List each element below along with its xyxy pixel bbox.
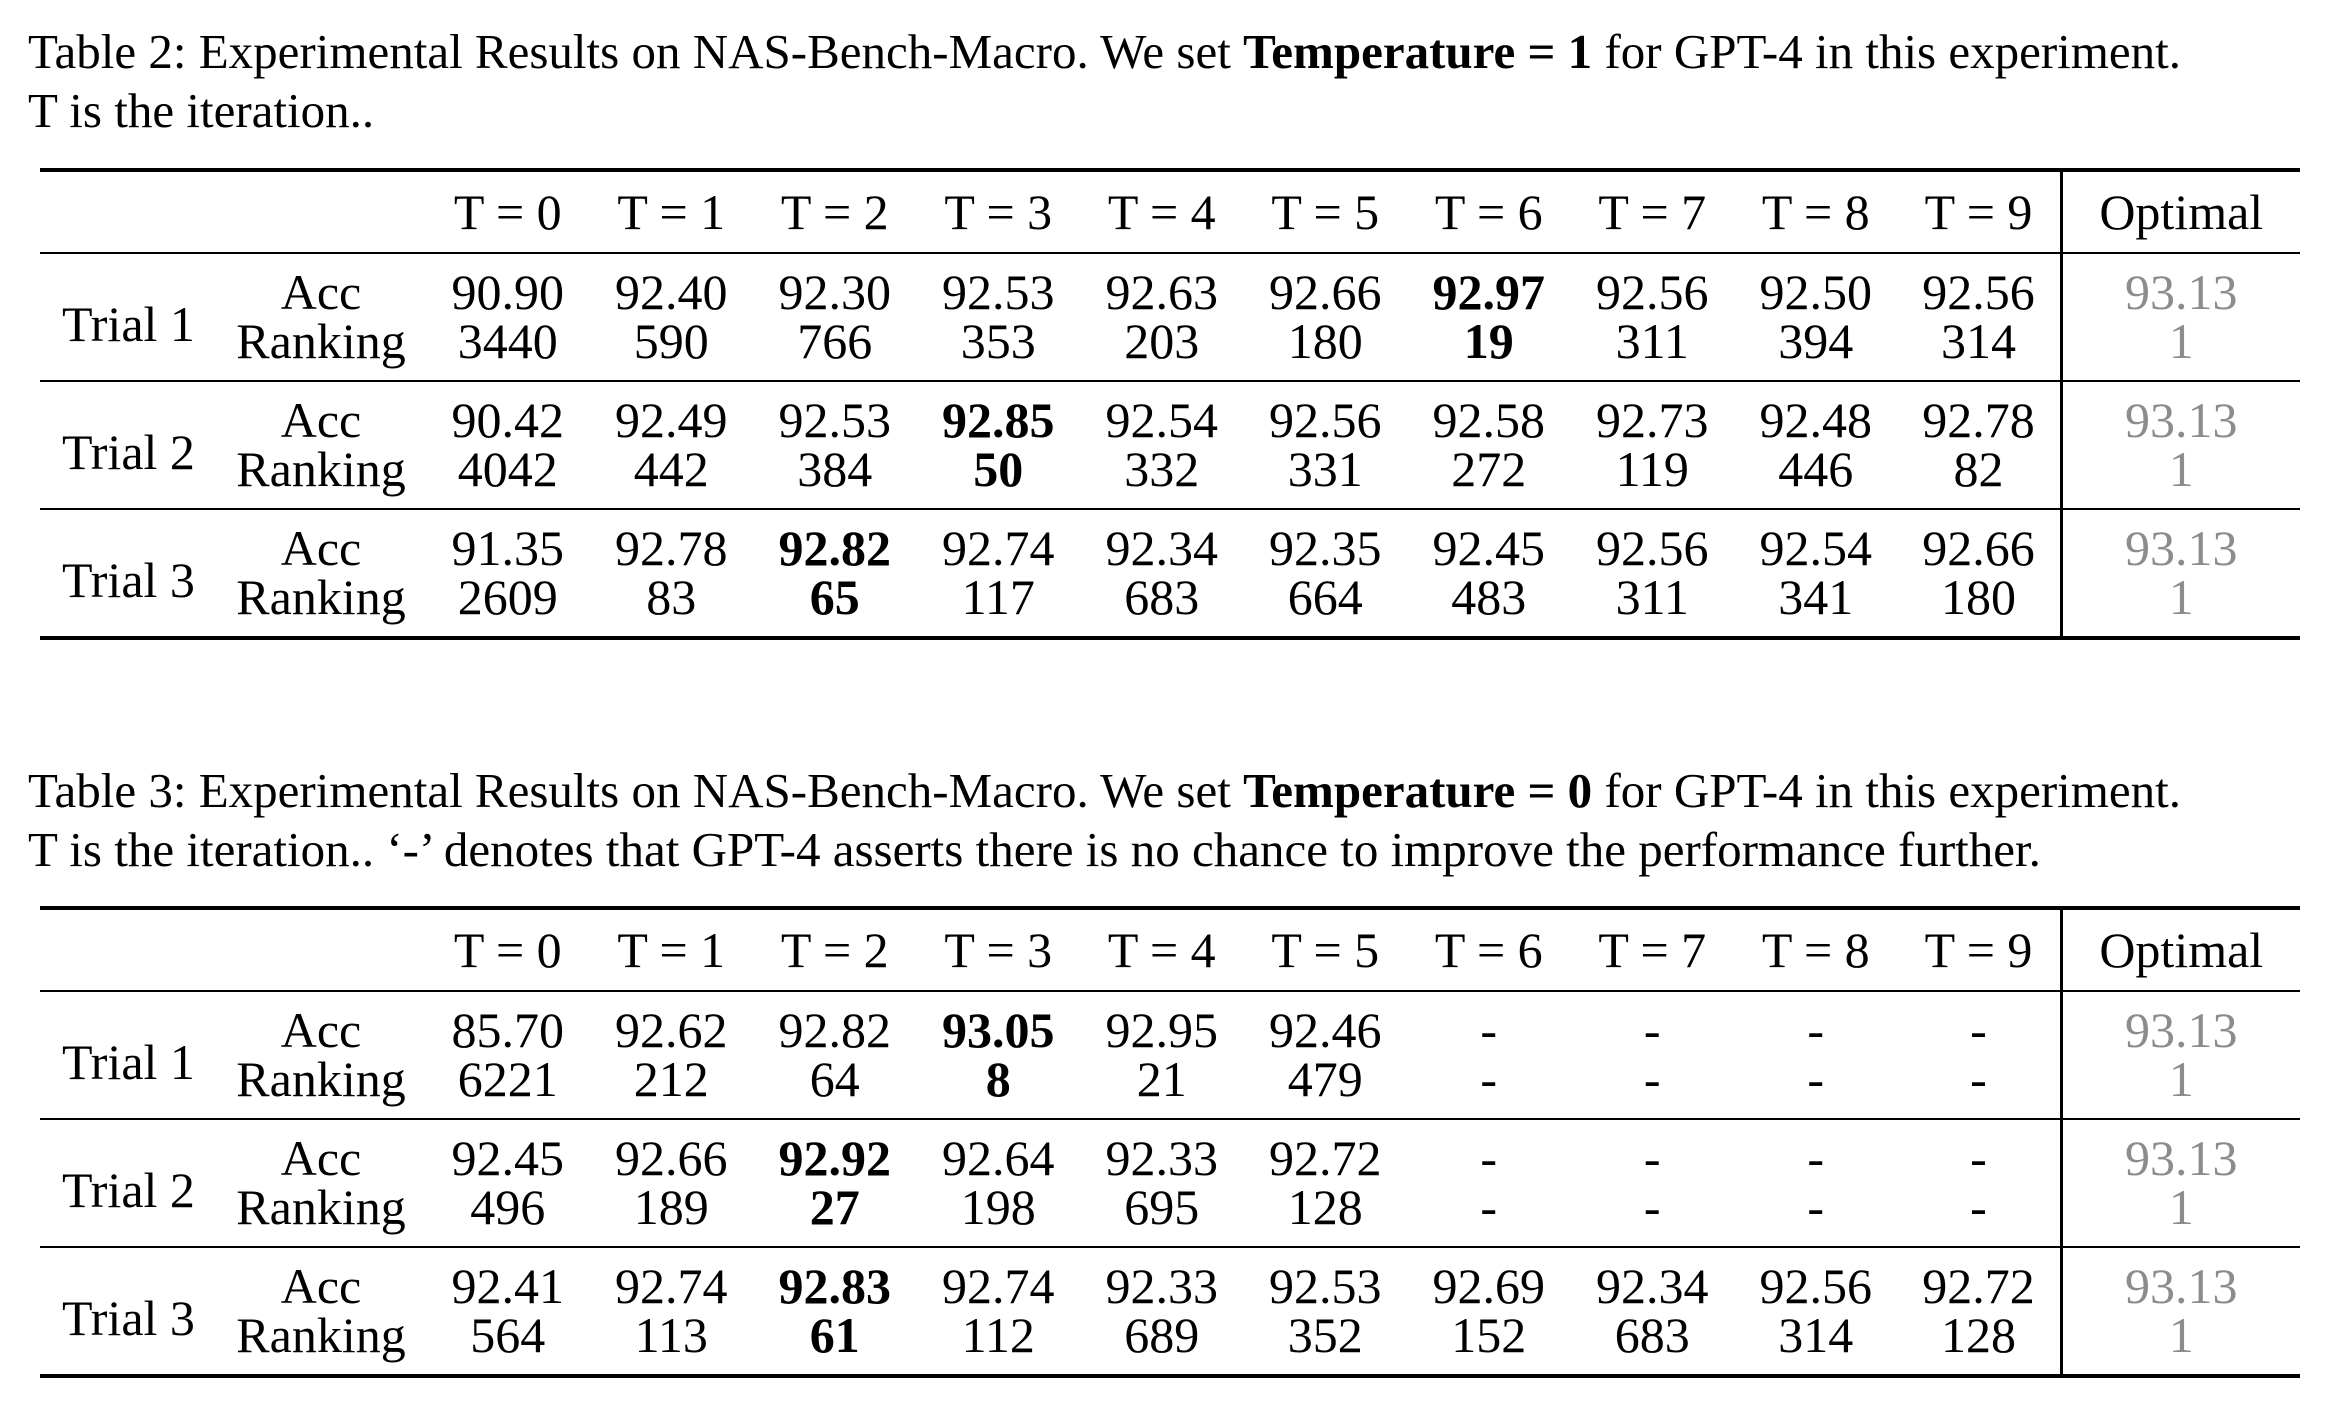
ranking-value: 3440 <box>457 313 558 369</box>
ranking-value: 683 <box>1124 569 1200 625</box>
header-row <box>40 908 2300 991</box>
acc-row <box>40 509 2300 573</box>
ranking-value: 683 <box>1614 1307 1690 1363</box>
column-header-t7: T = 7 <box>1598 922 1707 978</box>
acc-value: 92.82 <box>778 520 891 576</box>
column-header-t5: T = 5 <box>1271 184 1380 240</box>
ranking-value: - <box>1480 1179 1498 1235</box>
acc-value: 92.66 <box>615 1130 728 1186</box>
ranking-value: 314 <box>1898 317 2062 381</box>
acc-value: - <box>1898 1119 2062 1183</box>
acc-value: 92.53 <box>942 264 1055 320</box>
ranking-value: - <box>1807 1051 1825 1107</box>
acc-value: 92.54 <box>1105 392 1218 448</box>
acc-value: 92.56 <box>1759 1258 1872 1314</box>
optimal-acc-value: 93.13 <box>2125 520 2238 576</box>
acc-value: 92.72 <box>1269 1130 1382 1186</box>
acc-value: 92.85 <box>942 392 1055 448</box>
ranking-value: 664 <box>1287 569 1363 625</box>
acc-value: 91.35 <box>451 520 564 576</box>
trial-group <box>40 1119 2300 1247</box>
acc-value: 92.69 <box>1432 1258 1545 1314</box>
column-header-t4: T = 4 <box>1107 922 1216 978</box>
column-header-t9: T = 9 <box>1898 908 2062 991</box>
header-blank-cell <box>216 170 426 253</box>
table-3-caption-line-1 <box>28 761 2338 820</box>
column-header-t5: T = 5 <box>1271 922 1380 978</box>
column-header-optimal: Optimal <box>2099 922 2264 978</box>
acc-value: 92.48 <box>1759 392 1872 448</box>
acc-value: 92.53 <box>778 392 891 448</box>
table-3-caption-pre: Experimental Results on NAS-Bench-Macro. We set <box>186 763 1244 818</box>
ranking-value: - <box>1643 1179 1661 1235</box>
ranking-row <box>40 1311 2300 1376</box>
acc-value: 92.33 <box>1105 1258 1218 1314</box>
column-header-t7: T = 7 <box>1598 184 1707 240</box>
ranking-value: 331 <box>1287 441 1363 497</box>
header-blank-cell <box>216 908 426 991</box>
ranking-label: Ranking <box>236 313 406 369</box>
column-header-t0: T = 0 <box>453 184 562 240</box>
ranking-value: 496 <box>470 1179 546 1235</box>
ranking-value: 65 <box>809 569 860 625</box>
ranking-value: 766 <box>797 313 873 369</box>
ranking-value: 272 <box>1451 441 1527 497</box>
column-header-t4: T = 4 <box>1107 184 1216 240</box>
ranking-value: 212 <box>633 1051 709 1107</box>
ranking-value: 2609 <box>457 569 558 625</box>
header-blank-cell <box>40 908 216 991</box>
ranking-value: 564 <box>470 1307 546 1363</box>
column-header-t3: T = 3 <box>944 922 1053 978</box>
ranking-value: 483 <box>1451 569 1527 625</box>
column-header-t9: T = 9 <box>1898 170 2062 253</box>
ranking-value: 180 <box>1898 573 2062 638</box>
acc-value: 92.34 <box>1105 520 1218 576</box>
trial-group <box>40 253 2300 381</box>
acc-value: 92.95 <box>1105 1002 1218 1058</box>
column-header-t8: T = 8 <box>1761 922 1870 978</box>
ranking-value: 128 <box>1287 1179 1363 1235</box>
column-header-t1: T = 1 <box>617 922 726 978</box>
table-header <box>40 908 2300 991</box>
ranking-value: 4042 <box>457 441 558 497</box>
acc-value: 92.66 <box>1269 264 1382 320</box>
ranking-value: 61 <box>809 1307 860 1363</box>
acc-value: 92.58 <box>1432 392 1545 448</box>
column-header-t6: T = 6 <box>1434 184 1543 240</box>
ranking-value: 695 <box>1124 1179 1200 1235</box>
acc-value: 92.41 <box>451 1258 564 1314</box>
table-2-caption-label: Table 2: <box>28 24 187 79</box>
acc-label: Acc <box>280 520 362 576</box>
optimal-ranking-value: 1 <box>2168 1179 2194 1235</box>
ranking-label: Ranking <box>236 1179 406 1235</box>
table-2-caption-line-2: T is the iteration.. <box>28 83 375 138</box>
acc-value: 92.49 <box>615 392 728 448</box>
column-header-t6: T = 6 <box>1434 922 1543 978</box>
acc-value: 92.64 <box>942 1130 1055 1186</box>
column-header-t2: T = 2 <box>780 184 889 240</box>
acc-value: 92.46 <box>1269 1002 1382 1058</box>
ranking-value: 689 <box>1124 1307 1200 1363</box>
ranking-value: 119 <box>1615 441 1689 497</box>
ranking-value: 112 <box>961 1307 1035 1363</box>
optimal-ranking-value: 1 <box>2168 441 2194 497</box>
ranking-value: 479 <box>1287 1051 1363 1107</box>
acc-value: 92.74 <box>942 1258 1055 1314</box>
ranking-row <box>40 317 2300 381</box>
optimal-acc-value: 93.13 <box>2125 1130 2238 1186</box>
trial-label: Trial 1 <box>62 295 195 352</box>
table-3-caption-line-2: T is the iteration.. ‘-’ denotes that GPT-4 asserts there is no chance to improve the performance further. <box>28 822 2041 877</box>
table-2-caption <box>28 22 2338 140</box>
acc-row <box>40 253 2300 317</box>
ranking-value: - <box>1480 1051 1498 1107</box>
acc-value: - <box>1807 1130 1825 1186</box>
ranking-row <box>40 445 2300 509</box>
acc-value: 92.83 <box>778 1258 891 1314</box>
ranking-value: 446 <box>1778 441 1854 497</box>
acc-value: - <box>1643 1002 1661 1058</box>
column-header-t1: T = 1 <box>617 184 726 240</box>
trial-label: Trial 2 <box>62 423 195 480</box>
ranking-value: 353 <box>960 313 1036 369</box>
table-2 <box>40 168 2300 640</box>
acc-value: 92.56 <box>1898 253 2062 317</box>
acc-value: 92.56 <box>1269 392 1382 448</box>
column-header-t3: T = 3 <box>944 184 1053 240</box>
acc-value: 92.73 <box>1596 392 1709 448</box>
column-header-t0: T = 0 <box>453 922 562 978</box>
ranking-value: - <box>1643 1051 1661 1107</box>
ranking-value: 152 <box>1451 1307 1527 1363</box>
acc-value: 92.66 <box>1898 509 2062 573</box>
ranking-value: 311 <box>1615 313 1689 369</box>
ranking-value: 64 <box>809 1051 860 1107</box>
acc-value: 92.54 <box>1759 520 1872 576</box>
trial-label: Trial 3 <box>62 551 195 608</box>
acc-row <box>40 1247 2300 1311</box>
ranking-value: - <box>1898 1183 2062 1247</box>
acc-value: 92.53 <box>1269 1258 1382 1314</box>
trial-label: Trial 2 <box>62 1161 195 1218</box>
ranking-value: 82 <box>1898 445 2062 509</box>
ranking-value: 128 <box>1898 1311 2062 1376</box>
ranking-value: 19 <box>1463 313 1514 369</box>
acc-value: 92.97 <box>1432 264 1545 320</box>
acc-value: 92.62 <box>615 1002 728 1058</box>
trial-label: Trial 1 <box>62 1033 195 1090</box>
ranking-value: 113 <box>634 1307 708 1363</box>
acc-value: - <box>1643 1130 1661 1186</box>
trial-group <box>40 991 2300 1119</box>
column-header-optimal: Optimal <box>2099 184 2264 240</box>
acc-value: 92.34 <box>1596 1258 1709 1314</box>
table-3-caption-bold: Temperature = 0 <box>1243 763 1593 818</box>
acc-value: 92.82 <box>778 1002 891 1058</box>
acc-value: 92.56 <box>1596 264 1709 320</box>
optimal-acc-value: 93.13 <box>2125 1002 2238 1058</box>
ranking-row <box>40 1055 2300 1119</box>
table-2-caption-bold: Temperature = 1 <box>1243 24 1593 79</box>
acc-row <box>40 991 2300 1055</box>
acc-value: 90.42 <box>451 392 564 448</box>
column-header-t8: T = 8 <box>1761 184 1870 240</box>
optimal-ranking-value: 1 <box>2168 1307 2194 1363</box>
acc-label: Acc <box>280 1258 362 1314</box>
optimal-ranking-value: 1 <box>2168 569 2194 625</box>
acc-value: - <box>1898 991 2062 1055</box>
table-3-caption-post: for GPT-4 in this experiment. <box>1592 763 2182 818</box>
trial-group <box>40 509 2300 638</box>
ranking-value: 6221 <box>457 1051 558 1107</box>
header-blank-cell <box>40 170 216 253</box>
table-3-caption-label: Table 3: <box>28 763 187 818</box>
column-header-t2: T = 2 <box>780 922 889 978</box>
ranking-value: - <box>1898 1055 2062 1119</box>
table-3-caption <box>28 761 2338 879</box>
acc-value: 92.92 <box>778 1130 891 1186</box>
acc-value: 92.78 <box>1898 381 2062 445</box>
ranking-value: - <box>1807 1179 1825 1235</box>
trial-group <box>40 1247 2300 1376</box>
ranking-label: Ranking <box>236 1307 406 1363</box>
ranking-value: 314 <box>1778 1307 1854 1363</box>
acc-value: - <box>1480 1002 1498 1058</box>
ranking-value: 384 <box>797 441 873 497</box>
acc-value: 90.90 <box>451 264 564 320</box>
ranking-value: 203 <box>1124 313 1200 369</box>
header-row <box>40 170 2300 253</box>
table-header <box>40 170 2300 253</box>
ranking-value: 83 <box>646 569 697 625</box>
ranking-value: 352 <box>1287 1307 1363 1363</box>
acc-value: 93.05 <box>942 1002 1055 1058</box>
ranking-value: 590 <box>633 313 709 369</box>
acc-value: 85.70 <box>451 1002 564 1058</box>
acc-value: 92.78 <box>615 520 728 576</box>
ranking-value: 50 <box>973 441 1024 497</box>
table-2-caption-post: for GPT-4 in this experiment. <box>1592 24 2182 79</box>
trial-group <box>40 381 2300 509</box>
ranking-value: 21 <box>1136 1051 1187 1107</box>
ranking-value: 180 <box>1287 313 1363 369</box>
acc-value: 92.33 <box>1105 1130 1218 1186</box>
acc-label: Acc <box>280 1130 362 1186</box>
acc-value: - <box>1807 1002 1825 1058</box>
ranking-label: Ranking <box>236 569 406 625</box>
table-2-caption-pre: Experimental Results on NAS-Bench-Macro. We set <box>186 24 1244 79</box>
acc-value: 92.45 <box>1432 520 1545 576</box>
table-2-caption-line-1 <box>28 22 2338 81</box>
optimal-acc-value: 93.13 <box>2125 1258 2238 1314</box>
ranking-value: 332 <box>1124 441 1200 497</box>
acc-value: 92.35 <box>1269 520 1382 576</box>
trial-label: Trial 3 <box>62 1289 195 1346</box>
acc-value: 92.56 <box>1596 520 1709 576</box>
acc-value: 92.74 <box>615 1258 728 1314</box>
ranking-value: 198 <box>960 1179 1036 1235</box>
acc-value: 92.40 <box>615 264 728 320</box>
ranking-value: 341 <box>1778 569 1854 625</box>
acc-value: 92.30 <box>778 264 891 320</box>
acc-row <box>40 1119 2300 1183</box>
acc-value: 92.63 <box>1105 264 1218 320</box>
acc-value: 92.74 <box>942 520 1055 576</box>
ranking-value: 394 <box>1778 313 1854 369</box>
acc-value: 92.45 <box>451 1130 564 1186</box>
ranking-value: 27 <box>809 1179 860 1235</box>
acc-value: - <box>1480 1130 1498 1186</box>
acc-label: Acc <box>280 1002 362 1058</box>
acc-row <box>40 381 2300 445</box>
ranking-row <box>40 573 2300 638</box>
ranking-value: 117 <box>961 569 1035 625</box>
ranking-value: 8 <box>985 1051 1011 1107</box>
ranking-label: Ranking <box>236 441 406 497</box>
ranking-row <box>40 1183 2300 1247</box>
ranking-value: 311 <box>1615 569 1689 625</box>
acc-label: Acc <box>280 392 362 448</box>
optimal-ranking-value: 1 <box>2168 1051 2194 1107</box>
table-3 <box>40 906 2300 1378</box>
acc-value: 92.72 <box>1898 1247 2062 1311</box>
optimal-ranking-value: 1 <box>2168 313 2194 369</box>
ranking-value: 442 <box>633 441 709 497</box>
optimal-acc-value: 93.13 <box>2125 264 2238 320</box>
ranking-value: 189 <box>633 1179 709 1235</box>
ranking-label: Ranking <box>236 1051 406 1107</box>
acc-label: Acc <box>280 264 362 320</box>
acc-value: 92.50 <box>1759 264 1872 320</box>
optimal-acc-value: 93.13 <box>2125 392 2238 448</box>
